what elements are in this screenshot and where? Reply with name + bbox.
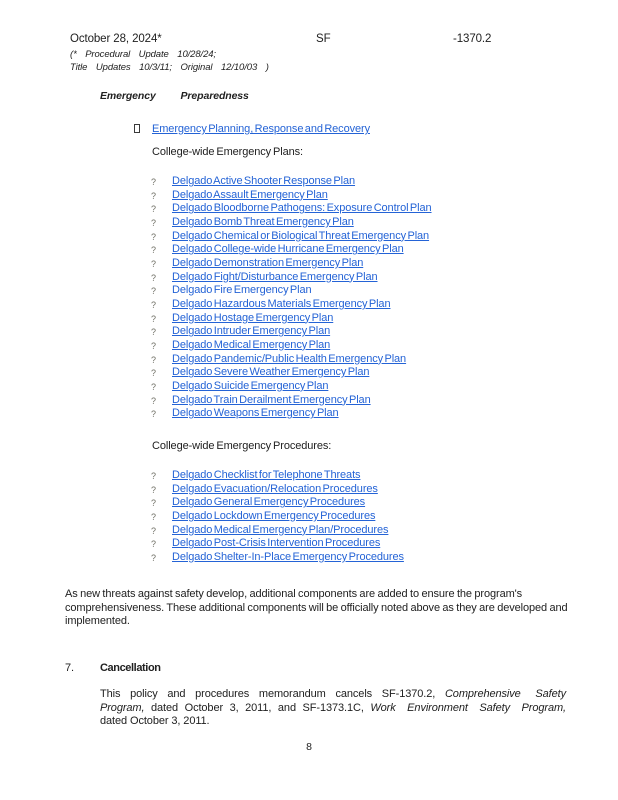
question-mark-bullet: ? [151,204,156,215]
list-item [150,216,432,230]
document-link[interactable]: Delgado Chemical or Biological Threat Emergency Plan [172,229,430,242]
list-item [150,496,404,510]
document-link[interactable]: Delgado Post-Crisis Intervention Procedures [172,537,381,550]
revision-note-line2: Title Updates 10/3/11; Original 12/10/03 ) [70,62,269,73]
section-number: 7. [65,662,74,674]
document-link[interactable]: Delgado Severe Weather Emergency Plan [172,366,370,379]
cancellation-line [100,688,566,702]
question-mark-bullet: ? [151,286,156,297]
list-item [150,257,432,271]
document-link[interactable]: Delgado Assault Emergency Plan [172,188,328,201]
procedures-list [150,469,404,565]
list-item [150,394,432,408]
list-item [150,380,432,394]
list-item [150,312,432,326]
list-item [150,407,432,421]
document-link[interactable]: Delgado Lockdown Emergency Procedures [172,509,376,522]
document-link[interactable]: Delgado Demonstration Emergency Plan [172,256,364,269]
question-mark-bullet: ? [151,525,156,536]
list-item [150,366,432,380]
question-mark-bullet: ? [151,539,156,550]
question-mark-bullet: ? [151,381,156,392]
list-item [150,284,432,298]
document-link[interactable]: Delgado Bloodborne Pathogens: Exposure Control Plan [172,202,432,215]
question-mark-bullet: ? [151,484,156,495]
text-segment: This policy and procedures memorandum cancels SF-1370.2, [100,688,445,700]
question-mark-bullet: ? [151,299,156,310]
list-item [150,339,432,353]
document-link[interactable]: Delgado Hazardous Materials Emergency Plan [172,297,391,310]
question-mark-bullet: ? [151,409,156,420]
question-mark-bullet: ? [151,177,156,187]
document-link[interactable]: Delgado General Emergency Procedures [172,496,366,509]
main-link-row [134,119,370,137]
question-mark-bullet: ? [151,231,156,242]
document-link[interactable]: Delgado Evacuation/Relocation Procedures [172,482,378,495]
document-link[interactable]: Delgado Shelter-In-Place Emergency Procedures [172,550,404,563]
cancellation-heading: Cancellation [100,662,161,674]
question-mark-bullet: ? [151,498,156,509]
list-item [150,202,432,216]
document-link[interactable]: Delgado Fire Emergency Plan [172,284,312,297]
question-mark-bullet: ? [151,552,156,563]
list-item [150,510,404,524]
document-link[interactable]: Delgado Bomb Threat Emergency Plan [172,215,354,228]
document-link[interactable]: Delgado Active Shooter Response Plan [172,175,356,187]
missing-glyph-box-bullet [134,124,140,133]
document-link[interactable]: Delgado Fight/Disturbance Emergency Plan [172,270,378,283]
cancellation-line [100,715,566,729]
italic-text-segment: Comprehensive Safety [444,688,567,700]
header-date: October 28, 2024* [70,33,162,45]
header-form-number: -1370.2 [453,33,492,45]
question-mark-bullet: ? [151,217,156,228]
question-mark-bullet: ? [151,245,156,256]
document-link[interactable]: Delgado Train Derailment Emergency Plan [172,393,371,406]
question-mark-bullet: ? [151,272,156,283]
list-item [150,298,432,312]
list-item [150,524,404,538]
question-mark-bullet: ? [151,327,156,338]
cancellation-line [100,702,566,716]
document-link[interactable]: Delgado Hostage Emergency Plan [172,311,334,324]
plans-list-heading: College-wide Emergency Plans: [152,146,304,158]
document-link[interactable]: Delgado Weapons Emergency Plan [172,407,339,420]
list-item [150,230,432,244]
question-mark-bullet: ? [151,313,156,324]
document-link[interactable]: Delgado Intruder Emergency Plan [172,325,331,338]
italic-text-segment: Program, [100,701,145,714]
body-paragraph: As new threats against safety develop, additional components are added to ensure the program's comprehensiveness. These additional components will be officially noted above as they are developed and implemented. [65,588,568,627]
question-mark-bullet: ? [151,258,156,269]
section-heading-emergency-preparedness: Emergency Preparedness [100,90,249,102]
question-mark-bullet: ? [151,511,156,522]
question-mark-bullet: ? [151,471,156,481]
list-item [150,175,432,189]
list-item [150,271,432,285]
list-item [150,551,404,565]
list-item [150,483,404,497]
page-number: 8 [306,741,312,753]
list-item [150,243,432,257]
question-mark-bullet: ? [151,368,156,379]
document-link[interactable]: Delgado Medical Emergency Plan [172,338,331,351]
list-item [150,325,432,339]
question-mark-bullet: ? [151,340,156,351]
list-item [150,469,404,483]
plans-list [150,175,432,421]
question-mark-bullet: ? [151,354,156,365]
document-link[interactable]: Delgado Medical Emergency Plan/Procedures [172,523,389,536]
question-mark-bullet: ? [151,190,156,201]
list-item [150,353,432,367]
list-item [150,537,404,551]
question-mark-bullet: ? [151,395,156,406]
document-link[interactable]: Delgado Checklist for Telephone Threats [172,469,361,481]
document-link[interactable]: Delgado Suicide Emergency Plan [172,379,329,392]
header-form-code: SF [316,33,331,45]
text-segment: dated October 3, 2011, and SF-1373.1C, [151,701,371,714]
document-link[interactable]: Delgado Pandemic/Public Health Emergency Plan [172,352,407,365]
revision-note-line1: (* Procedural Update 10/28/24; [70,49,216,60]
procedures-list-heading: College-wide Emergency Procedures: [152,440,332,452]
link-emergency-planning-response-recovery[interactable]: Emergency Planning, Response and Recovery [152,123,370,135]
list-item [150,189,432,203]
italic-text-segment: Work Environment Safety Program, [370,701,566,714]
cancellation-paragraph [100,688,566,729]
text-segment: dated October 3, 2011. [100,715,210,727]
document-link[interactable]: Delgado College-wide Hurricane Emergency Plan [172,243,404,256]
